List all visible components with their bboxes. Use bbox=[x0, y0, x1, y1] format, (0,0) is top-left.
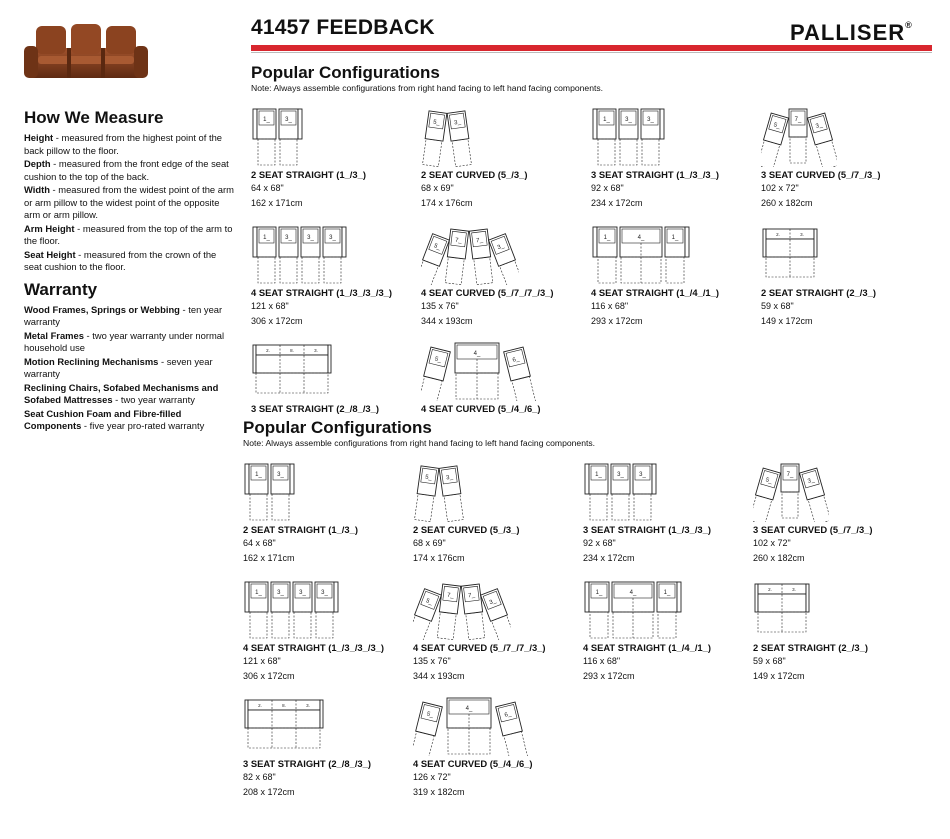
dimensions-inches: 121 x 68" bbox=[251, 301, 289, 311]
svg-text:5_: 5_ bbox=[425, 711, 434, 719]
configuration-name: 2 SEAT STRAIGHT (1_/3_) bbox=[251, 169, 366, 180]
configuration-diagram bbox=[251, 339, 335, 401]
svg-text:3.: 3. bbox=[314, 348, 318, 353]
svg-text:3_: 3_ bbox=[815, 122, 824, 130]
measure-term: Arm Height bbox=[24, 222, 75, 234]
dimensions-cm: 149 x 172cm bbox=[753, 671, 805, 681]
configuration-card bbox=[583, 578, 748, 684]
svg-text:1_: 1_ bbox=[263, 235, 270, 241]
configuration-card bbox=[421, 223, 586, 329]
svg-text:5_: 5_ bbox=[432, 243, 442, 252]
svg-text:2.: 2. bbox=[768, 587, 772, 592]
warranty-term: Metal Frames bbox=[24, 329, 84, 341]
dimensions-inches: 102 x 72" bbox=[753, 538, 791, 548]
configuration-card bbox=[753, 460, 918, 566]
svg-text:3.: 3. bbox=[306, 703, 310, 708]
warranty-item bbox=[24, 382, 234, 407]
svg-text:3_: 3_ bbox=[299, 590, 306, 596]
measure-term: Depth bbox=[24, 158, 51, 169]
configuration-card bbox=[413, 460, 578, 566]
configuration-name: 3 SEAT STRAIGHT (2_/8_/3_) bbox=[243, 758, 371, 769]
svg-text:4_: 4_ bbox=[629, 590, 637, 596]
dimensions-inches: 135 x 76" bbox=[421, 301, 459, 311]
measure-item bbox=[24, 223, 234, 248]
configuration-card bbox=[591, 223, 756, 329]
warranty-text: - ten year warranty bbox=[24, 303, 223, 327]
svg-text:7_: 7_ bbox=[794, 117, 802, 123]
dimensions-cm: 344 x 193cm bbox=[421, 316, 473, 326]
configuration-diagram bbox=[243, 578, 342, 640]
measure-item bbox=[24, 249, 234, 274]
svg-text:8.: 8. bbox=[290, 348, 294, 353]
svg-text:3_: 3_ bbox=[277, 590, 284, 596]
configuration-diagram bbox=[753, 578, 813, 640]
configuration-diagram bbox=[413, 694, 529, 756]
svg-text:3_: 3_ bbox=[453, 119, 462, 127]
dimensions-inches: 59 x 68" bbox=[761, 301, 794, 311]
page-title: 41457 FEEDBACK bbox=[251, 16, 435, 39]
measure-text: - measured from the front edge of the seat cushion to the top of the back. bbox=[24, 158, 229, 182]
configuration-diagram bbox=[413, 460, 467, 522]
svg-text:2.: 2. bbox=[776, 232, 780, 237]
configuration-diagram bbox=[251, 223, 350, 285]
configuration-card bbox=[413, 578, 578, 684]
dimensions-cm: 319 x 182cm bbox=[413, 787, 465, 797]
measure-term: Seat Height bbox=[24, 248, 76, 260]
configuration-name: 2 SEAT CURVED (5_/3_) bbox=[421, 169, 528, 180]
svg-text:5_: 5_ bbox=[424, 474, 433, 482]
configuration-diagram bbox=[243, 694, 327, 756]
measure-item bbox=[24, 184, 234, 222]
configuration-name: 4 SEAT STRAIGHT (1_/3_/3_/3_) bbox=[243, 642, 385, 653]
warranty-item bbox=[24, 356, 234, 381]
configuration-name: 4 SEAT CURVED (5_/7_/7_/3_) bbox=[421, 287, 554, 298]
popular-configurations-section bbox=[251, 63, 941, 443]
measure-item bbox=[24, 132, 234, 157]
dimensions-cm: 344 x 193cm bbox=[413, 671, 465, 681]
svg-text:4_: 4_ bbox=[465, 706, 473, 712]
svg-text:1_: 1_ bbox=[263, 117, 270, 123]
svg-text:7_: 7_ bbox=[467, 592, 476, 600]
dimensions-cm: 260 x 182cm bbox=[761, 198, 813, 208]
dimensions-inches: 126 x 72" bbox=[413, 772, 451, 782]
configuration-diagram bbox=[583, 578, 684, 640]
configuration-diagram bbox=[753, 460, 829, 522]
configuration-card bbox=[761, 105, 926, 211]
header-red-bar bbox=[251, 45, 932, 51]
svg-text:3_: 3_ bbox=[807, 477, 816, 485]
svg-text:7_: 7_ bbox=[454, 237, 463, 245]
dimensions-inches: 121 x 68" bbox=[243, 656, 281, 666]
dimensions-cm: 162 x 171cm bbox=[251, 198, 303, 208]
configuration-diagram bbox=[421, 339, 537, 401]
product-photo bbox=[22, 20, 150, 84]
configuration-name: 4 SEAT STRAIGHT (1_/4_/1_) bbox=[591, 287, 719, 298]
warranty-item bbox=[24, 408, 234, 433]
svg-text:3_: 3_ bbox=[285, 235, 292, 241]
configuration-diagram bbox=[761, 105, 837, 167]
warranty-term: Reclining Chairs, Sofabed Mechanisms and Sofabed Mattresses bbox=[24, 381, 219, 405]
svg-text:5_: 5_ bbox=[432, 119, 441, 127]
configuration-card bbox=[753, 578, 918, 684]
configuration-card bbox=[251, 339, 416, 415]
configuration-name: 2 SEAT CURVED (5_/3_) bbox=[413, 524, 520, 535]
measure-text: - measured from the crown of the seat cushion to the floor. bbox=[24, 248, 217, 272]
warranty-text: - two year warranty bbox=[112, 394, 195, 405]
warranty-item bbox=[24, 304, 234, 329]
dimensions-inches: 116 x 68" bbox=[591, 301, 629, 311]
warranty-text: - seven year warranty bbox=[24, 355, 213, 379]
dimensions-inches: 68 x 69" bbox=[421, 183, 454, 193]
configuration-card bbox=[251, 223, 416, 329]
brand-name: PALLISER bbox=[790, 20, 906, 45]
svg-text:7_: 7_ bbox=[446, 592, 455, 600]
section-heading: Popular Configurations bbox=[251, 63, 440, 82]
section-heading: Popular Configurations bbox=[243, 418, 432, 437]
dimensions-inches: 92 x 68" bbox=[583, 538, 616, 548]
warranty-heading: Warranty bbox=[24, 279, 98, 299]
svg-text:2.: 2. bbox=[266, 348, 270, 353]
measure-item bbox=[24, 158, 234, 183]
dimensions-cm: 162 x 171cm bbox=[243, 553, 295, 563]
configuration-name: 2 SEAT STRAIGHT (1_/3_) bbox=[243, 524, 358, 535]
dimensions-inches: 135 x 76" bbox=[413, 656, 451, 666]
svg-text:5_: 5_ bbox=[433, 356, 442, 364]
configuration-diagram bbox=[251, 105, 306, 167]
dimensions-inches: 102 x 72" bbox=[761, 183, 799, 193]
svg-text:7_: 7_ bbox=[475, 237, 484, 245]
configuration-diagram bbox=[591, 105, 668, 167]
configuration-card bbox=[243, 460, 408, 566]
assembly-note: Note: Always assemble configurations from right hand facing to left hand facing components. bbox=[243, 438, 596, 448]
svg-text:5_: 5_ bbox=[424, 598, 434, 607]
configuration-name: 3 SEAT STRAIGHT (2_/8_/3_) bbox=[251, 403, 379, 414]
dimensions-inches: 116 x 68" bbox=[583, 656, 621, 666]
configuration-card bbox=[421, 105, 586, 211]
configuration-card bbox=[413, 694, 578, 800]
svg-text:6_: 6_ bbox=[504, 711, 513, 719]
svg-text:3_: 3_ bbox=[321, 590, 328, 596]
measure-term: Width bbox=[24, 184, 50, 195]
configuration-name: 3 SEAT STRAIGHT (1_/3_/3_) bbox=[583, 524, 711, 535]
measure-term: Height bbox=[24, 132, 54, 143]
svg-text:3_: 3_ bbox=[496, 243, 506, 252]
dimensions-inches: 92 x 68" bbox=[591, 183, 624, 193]
svg-text:2.: 2. bbox=[258, 703, 262, 708]
configuration-diagram bbox=[761, 223, 821, 285]
svg-text:3_: 3_ bbox=[639, 472, 646, 478]
svg-text:3_: 3_ bbox=[488, 598, 498, 607]
dimensions-cm: 293 x 172cm bbox=[583, 671, 635, 681]
svg-text:1_: 1_ bbox=[595, 590, 603, 596]
svg-text:3_: 3_ bbox=[647, 117, 654, 123]
configuration-card bbox=[243, 578, 408, 684]
svg-text:6_: 6_ bbox=[512, 356, 521, 364]
configuration-card bbox=[591, 105, 756, 211]
configuration-card bbox=[251, 105, 416, 211]
dimensions-cm: 260 x 182cm bbox=[753, 553, 805, 563]
configuration-card bbox=[421, 339, 586, 415]
assembly-note: Note: Always assemble configurations from right hand facing to left hand facing components. bbox=[251, 83, 604, 93]
configuration-diagram bbox=[413, 578, 511, 640]
configuration-diagram bbox=[583, 460, 660, 522]
configuration-name: 2 SEAT STRAIGHT (2_/3_) bbox=[753, 642, 868, 653]
svg-text:1_: 1_ bbox=[255, 472, 262, 478]
configuration-diagram bbox=[421, 223, 519, 285]
warranty-term: Wood Frames, Springs or Webbing bbox=[24, 303, 180, 315]
dimensions-inches: 68 x 69" bbox=[413, 538, 446, 548]
svg-text:1_: 1_ bbox=[603, 235, 611, 241]
dimensions-cm: 234 x 172cm bbox=[583, 553, 635, 563]
svg-text:3.: 3. bbox=[800, 232, 804, 237]
measure-text: - measured from the widest point of the arm or arm pillow to the widest point of the opposite arm or arm pillow. bbox=[24, 184, 234, 220]
configuration-name: 4 SEAT STRAIGHT (1_/3_/3_/3_) bbox=[251, 287, 393, 298]
warranty-term: Motion Reclining Mechanisms bbox=[24, 355, 159, 367]
dimensions-inches: 82 x 68" bbox=[243, 772, 276, 782]
svg-text:8.: 8. bbox=[282, 703, 286, 708]
dimensions-cm: 149 x 172cm bbox=[761, 316, 813, 326]
dimensions-cm: 174 x 176cm bbox=[421, 198, 473, 208]
svg-text:3_: 3_ bbox=[617, 472, 624, 478]
svg-text:3_: 3_ bbox=[445, 474, 454, 482]
how-we-measure-heading: How We Measure bbox=[24, 108, 164, 127]
svg-text:1_: 1_ bbox=[255, 590, 262, 596]
configuration-name: 4 SEAT CURVED (5_/7_/7_/3_) bbox=[413, 642, 546, 653]
configuration-diagram bbox=[243, 460, 298, 522]
registered-mark: ® bbox=[905, 20, 913, 30]
dimensions-inches: 64 x 68" bbox=[251, 183, 284, 193]
configuration-diagram bbox=[591, 223, 692, 285]
svg-text:3_: 3_ bbox=[285, 117, 292, 123]
palliser-logo bbox=[790, 20, 913, 46]
svg-text:1_: 1_ bbox=[595, 472, 602, 478]
measure-text: - measured from the top of the arm to the floor. bbox=[24, 222, 233, 246]
dimensions-cm: 174 x 176cm bbox=[413, 553, 465, 563]
popular-configurations-section bbox=[243, 418, 933, 798]
dimensions-cm: 306 x 172cm bbox=[243, 671, 295, 681]
svg-text:4_: 4_ bbox=[473, 351, 481, 357]
svg-text:3_: 3_ bbox=[625, 117, 632, 123]
svg-text:3_: 3_ bbox=[277, 472, 284, 478]
warranty-text: - two year warranty under normal household use bbox=[24, 329, 225, 353]
measure-text: - measured from the highest point of the back pillow to the floor. bbox=[24, 132, 223, 156]
warranty-term: Seat Cushion Foam and Fibre-filled Components bbox=[24, 407, 182, 431]
dimensions-cm: 208 x 172cm bbox=[243, 787, 295, 797]
svg-text:5_: 5_ bbox=[772, 122, 781, 130]
svg-text:4_: 4_ bbox=[637, 235, 645, 241]
configuration-name: 4 SEAT CURVED (5_/4_/6_) bbox=[421, 403, 541, 414]
configuration-name: 4 SEAT STRAIGHT (1_/4_/1_) bbox=[583, 642, 711, 653]
dimensions-cm: 234 x 172cm bbox=[591, 198, 643, 208]
svg-text:1_: 1_ bbox=[663, 590, 671, 596]
configuration-name: 3 SEAT CURVED (5_/7_/3_) bbox=[761, 169, 881, 180]
dimensions-cm: 293 x 172cm bbox=[591, 316, 643, 326]
warranty-text: - five year pro-rated warranty bbox=[81, 420, 205, 431]
svg-text:7_: 7_ bbox=[786, 472, 794, 478]
svg-text:3_: 3_ bbox=[329, 235, 336, 241]
dimensions-cm: 306 x 172cm bbox=[251, 316, 303, 326]
warranty-item bbox=[24, 330, 234, 355]
configuration-name: 4 SEAT CURVED (5_/4_/6_) bbox=[413, 758, 533, 769]
svg-text:1_: 1_ bbox=[603, 117, 610, 123]
svg-text:5_: 5_ bbox=[764, 477, 773, 485]
configuration-card bbox=[583, 460, 748, 566]
dimensions-inches: 59 x 68" bbox=[753, 656, 786, 666]
header-divider bbox=[251, 52, 932, 53]
left-column bbox=[24, 108, 234, 434]
svg-text:3_: 3_ bbox=[307, 235, 314, 241]
dimensions-inches: 64 x 68" bbox=[243, 538, 276, 548]
configuration-card bbox=[761, 223, 926, 329]
svg-text:3.: 3. bbox=[792, 587, 796, 592]
configuration-name: 2 SEAT STRAIGHT (2_/3_) bbox=[761, 287, 876, 298]
svg-text:1_: 1_ bbox=[671, 235, 679, 241]
configuration-name: 3 SEAT CURVED (5_/7_/3_) bbox=[753, 524, 873, 535]
configuration-card bbox=[243, 694, 408, 800]
configuration-name: 3 SEAT STRAIGHT (1_/3_/3_) bbox=[591, 169, 719, 180]
configuration-diagram bbox=[421, 105, 475, 167]
